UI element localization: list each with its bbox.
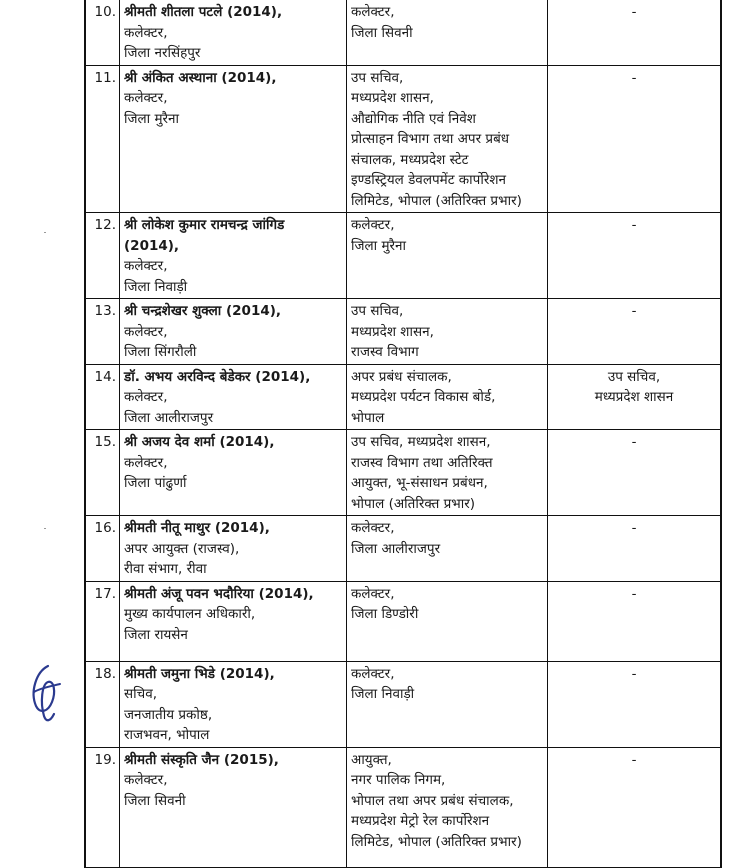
row-number: 17.	[86, 581, 120, 661]
additional-line: -	[631, 303, 637, 319]
officer-name: श्री अजय देव शर्मा (2014),	[124, 434, 275, 450]
additional-line: -	[631, 4, 637, 20]
officer-name: श्रीमती शीतला पटले (2014),	[124, 4, 283, 20]
posted-to-line: नगर पालिक निगम,	[351, 772, 446, 788]
posted-to-line: भोपाल (अतिरिक्त प्रभार)	[351, 495, 476, 512]
posted-to-line: अपर प्रबंध संचालक,	[351, 368, 452, 385]
table-row	[86, 0, 721, 65]
additional-charge-cell	[548, 299, 721, 365]
additional-line: -	[631, 665, 637, 682]
current-post-line: अपर आयुक्त (राजस्व),	[124, 540, 240, 557]
row-number: 10.	[86, 0, 120, 65]
table-row	[86, 65, 721, 213]
officer-cell	[120, 747, 347, 867]
row-number: 15.	[86, 430, 120, 516]
additional-charge-cell	[548, 213, 721, 299]
officer-name: श्री अंकित अस्थाना (2014),	[124, 69, 277, 86]
posted-to-line: जिला आलीराजपुर	[351, 540, 441, 557]
current-post-line: कलेक्टर,	[124, 772, 168, 788]
row-number: 14.	[86, 364, 120, 430]
posted-to-cell	[347, 364, 548, 430]
posted-to-line: लिमिटेड, भोपाल (अतिरिक्त प्रभार)	[351, 192, 522, 209]
additional-line: -	[631, 69, 637, 86]
row-number: 16.	[86, 516, 120, 582]
table-row	[86, 581, 721, 661]
current-post-line: रीवा संभाग, रीवा	[124, 561, 207, 577]
posted-to-line: कलेक्टर,	[351, 4, 395, 20]
additional-charge-cell	[548, 430, 721, 516]
posted-to-line: संचालक, मध्यप्रदेश स्टेट	[351, 151, 469, 168]
officer-name: श्री लोकेश कुमार रामचन्द्र जांगिड (2014),	[124, 217, 285, 254]
posted-to-cell	[347, 65, 548, 213]
officer-cell	[120, 299, 347, 365]
table-row	[86, 364, 721, 430]
row-number: 13.	[86, 299, 120, 365]
additional-charge-cell	[548, 0, 721, 65]
posted-to-line: लिमिटेड, भोपाल (अतिरिक्त प्रभार)	[351, 833, 522, 850]
current-post-line: जिला रायसेन	[124, 626, 188, 643]
posted-to-line: मध्यप्रदेश शासन,	[351, 323, 434, 340]
officer-cell	[120, 581, 347, 661]
officer-cell	[120, 516, 347, 582]
current-post-line: सचिव,	[124, 686, 157, 702]
officer-cell	[120, 65, 347, 213]
row-number: 12.	[86, 213, 120, 299]
posted-to-line: उप सचिव,	[351, 69, 404, 86]
current-post-line: राजभवन, भोपाल	[124, 727, 210, 743]
posted-to-cell	[347, 747, 548, 867]
posted-to-line: भोपाल तथा अपर प्रबंध संचालक,	[351, 792, 514, 809]
posted-to-cell	[347, 430, 548, 516]
current-post-line: कलेक्टर,	[124, 90, 168, 106]
officer-cell	[120, 213, 347, 299]
row-number: 19.	[86, 747, 120, 867]
table-row	[86, 516, 721, 582]
officer-cell	[120, 0, 347, 65]
table-row	[86, 430, 721, 516]
posted-to-line: जिला मुरैना	[351, 237, 407, 254]
officer-cell	[120, 661, 347, 747]
transfer-table-container	[84, 0, 722, 868]
current-post-line: कलेक्टर,	[124, 454, 168, 471]
posted-to-cell	[347, 516, 548, 582]
posted-to-line: जिला डिण्डोरी	[351, 606, 419, 622]
posted-to-line: कलेक्टर,	[351, 520, 395, 536]
officer-name: श्रीमती नीतू माथुर (2014),	[124, 520, 270, 536]
officer-name: श्रीमती अंजू पवन भदौरिया (2014),	[124, 585, 314, 602]
table-row	[86, 661, 721, 747]
table-row	[86, 747, 721, 867]
additional-charge-cell	[548, 661, 721, 747]
additional-line: -	[631, 585, 637, 602]
additional-line: -	[631, 217, 637, 233]
additional-charge-cell	[548, 516, 721, 582]
margin-mark	[44, 528, 46, 529]
current-post-line: कलेक्टर,	[124, 323, 168, 340]
additional-charge-cell	[548, 747, 721, 867]
row-number: 11.	[86, 65, 120, 213]
current-post-line: कलेक्टर,	[124, 24, 168, 41]
current-post-line: जनजातीय प्रकोष्ठ,	[124, 706, 213, 723]
posted-to-line: राजस्व विभाग तथा अतिरिक्त	[351, 454, 493, 471]
row-number: 18.	[86, 661, 120, 747]
current-post-line: जिला पांढुर्णा	[124, 475, 187, 491]
posted-to-line: जिला सिवनी	[351, 24, 413, 41]
current-post-line: कलेक्टर,	[124, 258, 168, 274]
posted-to-line: कलेक्टर,	[351, 217, 395, 233]
additional-charge-cell	[548, 65, 721, 213]
posted-to-line: उप सचिव,	[351, 303, 404, 319]
posted-to-cell	[347, 213, 548, 299]
posted-to-line: प्रोत्साहन विभाग तथा अपर प्रबंध	[351, 131, 510, 147]
table-row	[86, 299, 721, 365]
officer-name: श्रीमती जमुना भिडे (2014),	[124, 665, 275, 682]
posted-to-line: मध्यप्रदेश पर्यटन विकास बोर्ड,	[351, 389, 496, 405]
current-post-line: जिला मुरैना	[124, 110, 180, 127]
margin-mark	[44, 232, 46, 233]
current-post-line: मुख्य कार्यपालन अधिकारी,	[124, 606, 256, 622]
officer-cell	[120, 430, 347, 516]
signature-mark	[26, 662, 66, 726]
additional-charge-cell	[548, 364, 721, 430]
additional-line: उप सचिव,	[607, 368, 661, 385]
posted-to-line: भोपाल	[351, 409, 385, 426]
posted-to-line: इण्डस्ट्रियल डेवलपमेंट कार्पोरेशन	[351, 172, 507, 188]
table-row	[86, 213, 721, 299]
posted-to-line: मध्यप्रदेश शासन,	[351, 90, 434, 106]
additional-line: मध्यप्रदेश शासन	[594, 389, 674, 405]
officer-name: श्री चन्द्रशेखर शुक्ला (2014),	[124, 303, 282, 319]
officer-name: श्रीमती संस्कृति जैन (2015),	[124, 751, 279, 768]
posted-to-line: उप सचिव, मध्यप्रदेश शासन,	[351, 434, 491, 450]
posted-to-line: कलेक्टर,	[351, 665, 395, 682]
posted-to-line: आयुक्त, भू-संसाधन प्रबंधन,	[351, 475, 488, 491]
posted-to-line: मध्यप्रदेश मेट्रो रेल कार्पोरेशन	[351, 813, 490, 829]
posted-to-line: आयुक्त,	[351, 751, 392, 768]
posted-to-cell	[347, 581, 548, 661]
current-post-line: जिला नरसिंहपुर	[124, 45, 201, 61]
additional-line: -	[631, 434, 637, 450]
posted-to-line: राजस्व विभाग	[351, 344, 419, 360]
transfer-table	[85, 0, 721, 868]
additional-charge-cell	[548, 581, 721, 661]
current-post-line: जिला सिवनी	[124, 792, 186, 809]
current-post-line: जिला सिंगरौली	[124, 344, 197, 360]
posted-to-cell	[347, 0, 548, 65]
current-post-line: जिला आलीराजपुर	[124, 409, 214, 426]
officer-cell	[120, 364, 347, 430]
additional-line: -	[631, 520, 637, 536]
current-post-line: जिला निवाड़ी	[124, 278, 188, 295]
posted-to-line: औद्योगिक नीति एवं निवेश	[351, 110, 476, 127]
posted-to-line: जिला निवाड़ी	[351, 686, 415, 702]
additional-line: -	[631, 751, 637, 768]
posted-to-line: कलेक्टर,	[351, 585, 395, 602]
officer-name: डॉ. अभय अरविन्द बेडेकर (2014),	[124, 368, 311, 385]
posted-to-cell	[347, 661, 548, 747]
posted-to-cell	[347, 299, 548, 365]
current-post-line: कलेक्टर,	[124, 389, 168, 405]
